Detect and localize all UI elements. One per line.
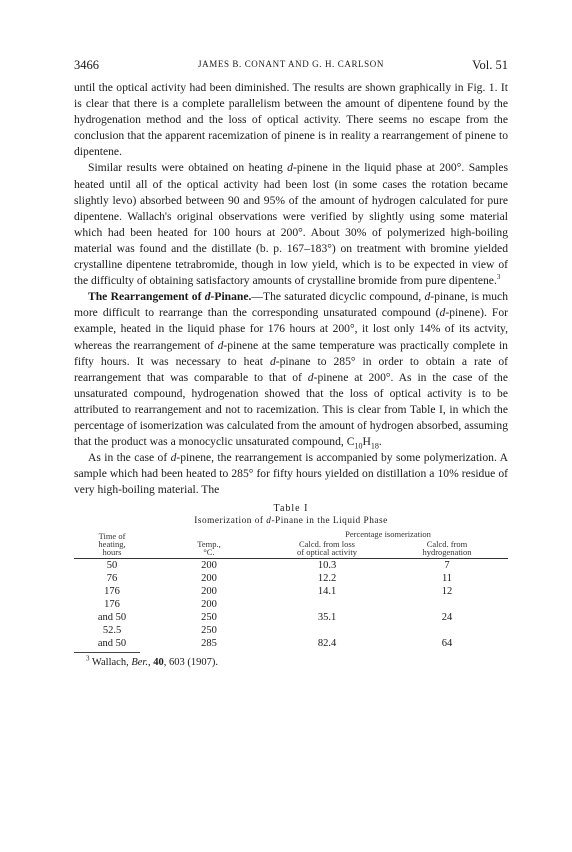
article-body [74, 80, 508, 498]
isomerization-table [74, 530, 508, 650]
running-header [74, 58, 508, 80]
header-percentage-group: Percentage isomerization [345, 529, 431, 540]
paragraph-3: The Rearrangement of d-Pinane.—The saturated dicyclic compound, d-pinane, is much more difficult to rearrange than the corresponding unsaturated compound (d-pinene). For example, heated in the liquid phase for 176 hours at 200°, it lost only 14% of its actvity, whereas the rearrangement of d-pinene at the same temperature was practically complete in fifty hours. It was necessary to heat d-pinane to 285° in order to obtain a rate of rearrangement that was comparable to that of d-pinene at 200°. As in the case of the unsaturated compound, hydrogenation showed that the loss of optical activity is to be attributed to rearrangement and not to racemization. This is clear from Table I, in which the percentage of isomerization was calculated from the amount of hydrogen absorbed, assuming that the product was a monocyclic unsaturated compound, $C_{10}H_{18}$. [74, 290, 509, 451]
table-subtitle: Isomerization of d-Pinane in the Liquid Phase [194, 516, 388, 527]
volume-label: Vol. 51 [472, 58, 508, 72]
table-row: 76 200 12.2 11 [106, 573, 453, 585]
footnote-3: $^3$ Wallach, Ber., 40, 603 (1907). [86, 654, 218, 669]
paragraph-2: Similar results were obtained on heating d-pinene in the liquid phase at 200°. Samples heated until all of the optical activity had been lost (in some cases the rotation became slightly levo) absorbed between 90 and 95% of the amount of hydrogen calculated for pure dipentene. Wallach's original observations were verified by slightly using some material which had been heated for 100 hours at 200°. About 30% of polymerized high-boiling material was found and the distillate (b. p. 167–183°) on treatment with bromine yielded crystalline dipentene tetrabromide, though in low yield, which is to be expected in view of the difficulty of obtaining satisfactory amounts of crystalline bromide from pure dipentene.$^3$ [74, 161, 508, 288]
header-hydrogenation: Calcd. from hydrogenation [422, 539, 472, 558]
header-optical: Calcd. from loss of optical activity [297, 539, 357, 558]
header-time: Time of heating, hours [98, 531, 126, 558]
table-row: and 50 250 35.1 24 [97, 612, 453, 624]
table-row: and 50 285 82.4 64 [97, 638, 453, 650]
running-authors: JAMES B. CONANT AND G. H. CARLSON [198, 59, 384, 69]
footnote-ref-3: 3 [496, 273, 501, 282]
paragraph-1: until the optical activity had been diminished. The results are shown graphically in Fig. 1. It is clear that there is a complete parallelism between the amount of dipentene found by the hydrogenation method and the loss of optical activity. There seems no escape from the conclusion that the apparent racemization of pinene is in reality a rearrangement of pinene to dipentene. [74, 81, 508, 159]
journal-page [74, 58, 508, 668]
table-row: 52.5 250 [102, 625, 217, 637]
section-heading: The Rearrangement of d-Pinane. [88, 290, 252, 304]
page-number: 3466 [74, 58, 99, 72]
table-row: 176 200 14.1 12 [104, 586, 453, 598]
header-temp: Temp., °C. [197, 539, 221, 558]
table-title: Table I [273, 503, 309, 515]
footnote-rule [74, 652, 140, 653]
table-row: 176 200 [104, 599, 217, 611]
table-row: 50 200 10.3 7 [74, 559, 508, 573]
paragraph-4: As in the case of d-pinene, the rearrangement is accompanied by some polymerization. A sample which had been heated to 285° for fifty hours yielded on distillation a 10% residue of very high-boiling material. The [74, 451, 508, 497]
